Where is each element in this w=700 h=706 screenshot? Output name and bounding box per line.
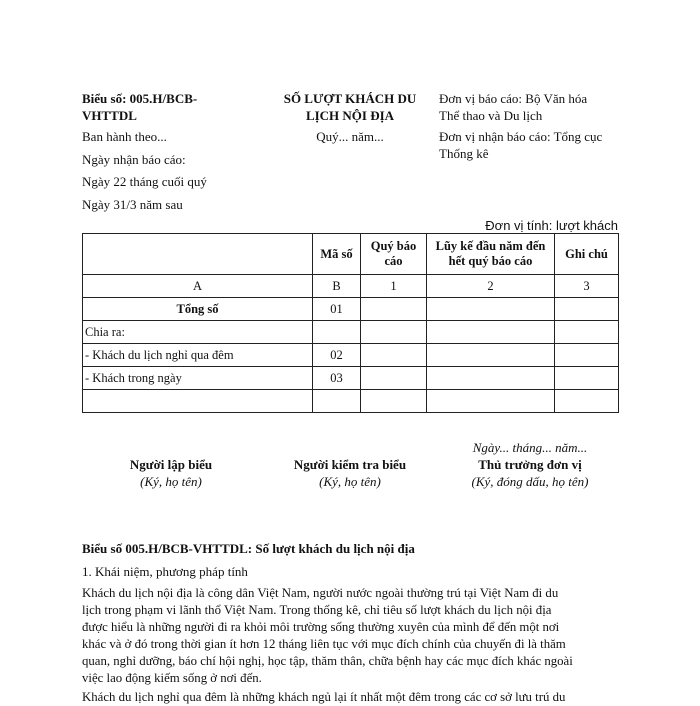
row-code: 01 [313, 298, 361, 321]
paragraph-line: Khách du lịch nội địa là công dân Việt Nam, người nước ngoài thường trú tại Việt Nam đi du [82, 586, 559, 600]
value-cell[interactable] [427, 390, 555, 413]
deadline-annual: Ngày 31/3 năm sau [82, 197, 183, 212]
receiving-unit [439, 128, 629, 162]
preparer-note: (Ký, họ tên) [140, 474, 202, 489]
header-cell-label [83, 234, 313, 275]
preparer-signature [96, 456, 246, 490]
signature-date: Ngày... tháng... năm... [472, 440, 588, 455]
report-title-line1: SỐ LƯỢT KHÁCH DU [283, 91, 417, 106]
form-code-line2: VHTTDL [82, 108, 137, 123]
row-code: 02 [313, 344, 361, 367]
form-code-line1: Biểu số: 005.H/BCB- [82, 91, 198, 106]
explanation-subheading: 1. Khái niệm, phương pháp tính [82, 564, 248, 579]
report-title-line2: LỊCH NỘI ĐỊA [305, 108, 395, 123]
reporting-unit [439, 90, 629, 124]
note-cell[interactable] [555, 298, 619, 321]
row-code [313, 390, 361, 413]
head-note: (Ký, đóng dấu, họ tên) [471, 474, 589, 489]
header-cell-notes: Ghi chú [555, 234, 619, 275]
value-cell[interactable] [361, 298, 427, 321]
paragraph-line: quan, nghỉ dưỡng, báo chí hội nghị, học tập, thăm thân, chữa bệnh hay các mục đích khác ngoài [82, 654, 573, 668]
row-label: Chia ra: [83, 321, 313, 344]
deadline-quarterly: Ngày 22 tháng cuối quý [82, 174, 207, 189]
explanation-paragraph-1 [82, 585, 618, 687]
value-cell[interactable] [427, 367, 555, 390]
row-code [313, 321, 361, 344]
head-signature [440, 439, 620, 490]
paragraph-line: Khách du lịch nghỉ qua đêm là những khách ngủ lại ít nhất một đêm trong các cơ sở lưu trú du [82, 690, 566, 704]
value-cell[interactable] [427, 321, 555, 344]
table-row [83, 367, 619, 390]
note-cell[interactable] [555, 321, 619, 344]
paragraph-line: việc lao động kiếm sống ở nơi đến. [82, 671, 262, 685]
note-cell[interactable] [555, 390, 619, 413]
value-cell[interactable] [361, 367, 427, 390]
checker-note: (Ký, họ tên) [319, 474, 381, 489]
note-cell[interactable] [555, 367, 619, 390]
header-cell-code: Mã số [313, 234, 361, 275]
header-cell-quarter: Quý báo cáo [361, 234, 427, 275]
value-cell[interactable] [361, 390, 427, 413]
value-cell[interactable] [427, 344, 555, 367]
row-label: - Khách du lịch nghỉ qua đêm [83, 344, 313, 367]
row-label [83, 390, 313, 413]
checker-signature [270, 456, 430, 490]
table-row [83, 321, 619, 344]
checker-title: Người kiểm tra biểu [293, 457, 407, 472]
note-cell[interactable] [555, 344, 619, 367]
header-cell-cumulative: Lũy kế đầu năm đến hết quý báo cáo [427, 234, 555, 275]
table-row [83, 390, 619, 413]
table-code-row [83, 275, 619, 298]
explanation-paragraph-2 [82, 689, 618, 706]
row-label: - Khách trong ngày [83, 367, 313, 390]
reporting-unit-line1: Đơn vị báo cáo: Bộ Văn hóa [439, 91, 588, 106]
value-cell[interactable] [361, 344, 427, 367]
issued-by: Ban hành theo... [82, 129, 167, 144]
report-title [268, 90, 432, 124]
value-cell[interactable] [427, 298, 555, 321]
paragraph-line: được hiểu là những người đi ra khỏi môi trường sống thường xuyên của mình để đến một nơi [82, 620, 560, 634]
preparer-title: Người lập biểu [129, 457, 213, 472]
row-label: Tổng số [83, 298, 313, 321]
code-cell: 3 [555, 275, 619, 298]
table-row [83, 344, 619, 367]
table-header-row [83, 234, 619, 275]
explanation-heading: Biểu số 005.H/BCB-VHTTDL: Số lượt khách du lịch nội địa [82, 541, 415, 556]
code-cell: 1 [361, 275, 427, 298]
head-title: Thủ trưởng đơn vị [478, 457, 582, 472]
code-cell: 2 [427, 275, 555, 298]
report-period: Quý... năm... [316, 129, 384, 144]
receiving-unit-line1: Đơn vị nhận báo cáo: Tổng cục [439, 129, 603, 144]
paragraph-line: khác và ở đó trong thời gian ít hơn 12 tháng liên tục với mục đích chính của chuyến đi là thăm [82, 637, 566, 651]
reporting-unit-line2: Thể thao và Du lịch [439, 108, 543, 123]
measurement-unit: Đơn vị tính: lượt khách [485, 218, 618, 233]
receiving-unit-line2: Thống kê [439, 146, 489, 161]
code-cell: A [83, 275, 313, 298]
report-table [82, 233, 619, 413]
value-cell[interactable] [361, 321, 427, 344]
paragraph-line: lịch trong phạm vi lãnh thổ Việt Nam. Trong thống kê, chỉ tiêu số lượt khách du lịch nội địa [82, 603, 552, 617]
table-row [83, 298, 619, 321]
received-date-label: Ngày nhận báo cáo: [82, 152, 186, 167]
code-cell: B [313, 275, 361, 298]
row-code: 03 [313, 367, 361, 390]
form-code [82, 90, 252, 124]
